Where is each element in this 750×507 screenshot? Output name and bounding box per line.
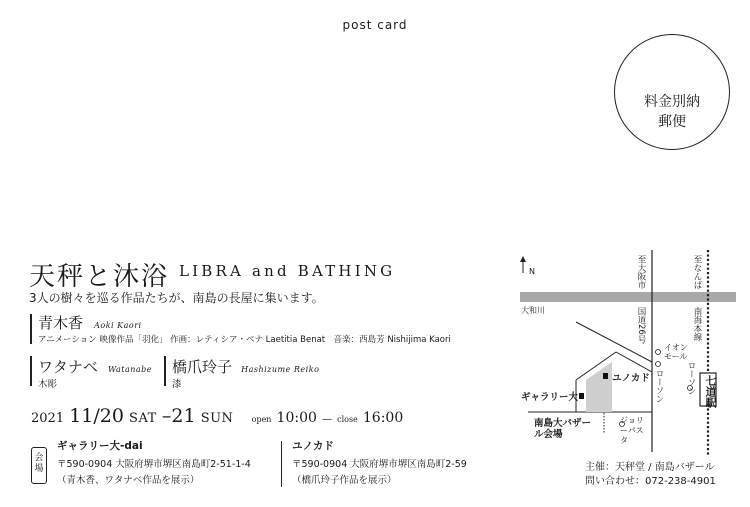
- artist-3-bar: [164, 356, 166, 386]
- artist-2-note: 木彫: [38, 379, 58, 390]
- date-dash: –: [161, 405, 172, 427]
- date-start: 11/20: [69, 405, 124, 427]
- venue-1-note: （青木香、ワタナベ作品を展示）: [57, 475, 200, 486]
- nankai-line-label: 南海本線: [692, 307, 702, 341]
- artist-1-bar: [30, 314, 32, 344]
- artist-2-name: [38, 356, 152, 377]
- artist-1-note: アニメーション 映像作品「羽化」 作画：レティシア・ベナ Laetitia Benat 音楽：西島芳 Nishijima Kaori: [38, 335, 451, 345]
- artist-3-name-ja: 橋爪玲子: [172, 358, 233, 376]
- yunokado-marker: [603, 373, 608, 379]
- artist-2-name-ja: ワタナベ: [38, 358, 98, 376]
- station-label: 七道駅: [704, 375, 717, 408]
- route-26-label: 国道26号: [636, 307, 646, 344]
- venue-1-address: 〒590-0904 大阪府堺市堺区南島町2-51-1-4: [57, 459, 251, 470]
- to-osaka-label: 至大阪市: [636, 255, 646, 289]
- artist-1-name-en: Aoki Kaori: [94, 321, 142, 330]
- stamp-line-2: 郵便: [658, 114, 686, 130]
- yamato-river-label: 大和川: [521, 306, 545, 315]
- hours-dash: —: [322, 414, 332, 425]
- venue-2: [292, 438, 467, 486]
- venue-2-address: 〒590-0904 大阪府堺市堺区南島町2-59: [292, 459, 467, 470]
- hours-close-label: close: [337, 415, 358, 424]
- artist-2-bar: [30, 356, 32, 386]
- aeon-marker: [656, 350, 661, 355]
- venue-2-note: （橋爪玲子作品を展示）: [292, 475, 397, 486]
- venue-divider: [281, 441, 282, 487]
- yunokado-label: ユノカド: [612, 373, 650, 384]
- date-end: 21: [171, 405, 196, 427]
- subtitle: 3人の樹々を巡る作品たちが、南島の長屋に集います。: [29, 291, 324, 305]
- contact: 問い合わせ：072-238-4901: [585, 476, 716, 487]
- date-year: 2021: [31, 411, 65, 426]
- venue-1-name: ギャラリー大-dai: [57, 440, 143, 452]
- postage-stamp-text: [614, 92, 730, 132]
- north-arrow-icon: [520, 256, 526, 262]
- artist-3-name: [172, 356, 319, 377]
- venue-2-name: ユノカド: [292, 440, 334, 452]
- to-namba-label: 至なんば: [692, 255, 702, 289]
- venue-badge-label: 会場: [34, 453, 44, 474]
- artist-1-name: [38, 312, 142, 333]
- title-english: LIBRA and BATHING: [179, 262, 396, 280]
- artist-2-name-en: Watanabe: [107, 365, 153, 374]
- bazaar-area: [586, 362, 612, 412]
- event-dates: [31, 405, 403, 427]
- venue-badge: [31, 447, 47, 484]
- hours-open-label: open: [251, 415, 272, 424]
- artist-3-note: 漆: [172, 379, 182, 390]
- venue-1: [57, 438, 251, 486]
- lawson-label-2: ローソン: [686, 361, 696, 395]
- gallery-marker: [579, 393, 584, 399]
- title-japanese: 天秤と沐浴: [29, 262, 170, 292]
- aeon-mall-label: イオンモール: [664, 343, 688, 361]
- jolly-pasta-label: ジョリーパスタ: [620, 416, 644, 445]
- lawson-marker-1: [656, 362, 661, 367]
- postcard-header: post card: [342, 18, 408, 32]
- organizer: 主催：天秤堂 / 南島バザール: [585, 462, 715, 473]
- date-end-dow: SUN: [200, 411, 234, 426]
- bazaar-label: 南島大バザール会場: [534, 418, 592, 440]
- artist-1-name-ja: 青木香: [38, 314, 84, 332]
- diagonal-road-b: [616, 352, 652, 372]
- artist-3-name-en: Hashizume Reiko: [241, 365, 320, 374]
- lawson-label-1: ローソン: [654, 369, 664, 403]
- stamp-line-1: 料金別納: [644, 94, 700, 110]
- yamato-river: [520, 292, 736, 302]
- hours-close: 16:00: [362, 410, 404, 426]
- date-start-dow: SAT: [129, 411, 157, 426]
- hours-open: 10:00: [276, 410, 317, 426]
- north-label: N: [529, 267, 535, 276]
- gallery-label: ギャラリー大: [521, 392, 579, 403]
